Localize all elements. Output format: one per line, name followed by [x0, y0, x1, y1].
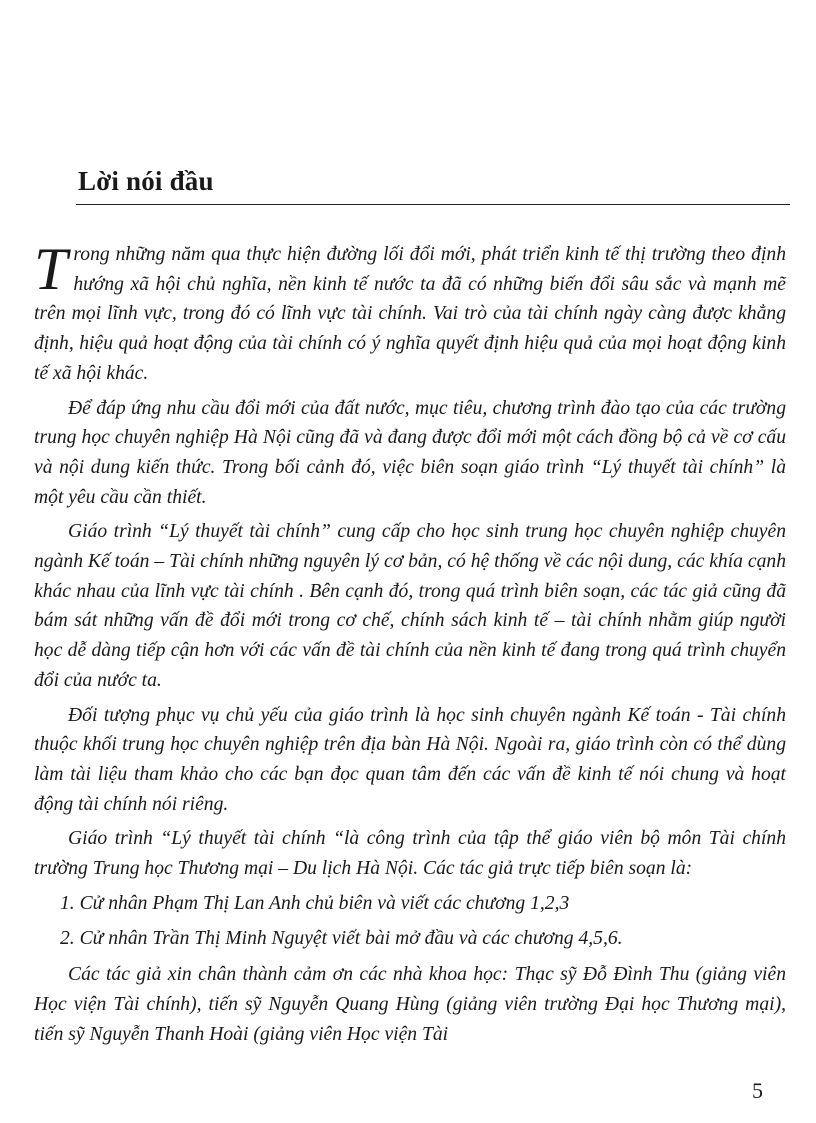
- paragraph-6: Các tác giả xin chân thành cảm ơn các nhà khoa học: Thạc sỹ Đỗ Đình Thu (giảng viên Học viện Tài chính), tiến sỹ Nguyễn Quang Hùng (giảng viên trường Đại học Thương mại), tiến sỹ Nguyễn Thanh Hoài (giảng viên Học viện Tài: [34, 964, 786, 1045]
- paragraph-2: Để đáp ứng nhu cầu đổi mới của đất nước, mục tiêu, chương trình đào tạo của các trường trung học chuyên nghiệp Hà Nội cũng đã và đang được đổi mới một cách đồng bộ cả về cơ cấu và nội dung kiến thức. Trong bối cảnh đó, việc biên soạn giáo trình “Lý thuyết tài chính” là một yêu cầu cần thiết.: [34, 397, 786, 508]
- heading-rule: [76, 204, 790, 205]
- page-heading: Lời nói đầu: [78, 166, 214, 196]
- preface-body: [34, 236, 786, 1054]
- paragraph-4: Đối tượng phục vụ chủ yếu của giáo trình là học sinh chuyên ngành Kế toán - Tài chính thuộc khối trung học chuyên nghiệp trên địa bàn Hà Nội. Ngoài ra, giáo trình còn có thể dùng làm tài liệu tham khảo cho các bạn đọc quan tâm đến các vấn đề kinh tế nói chung và hoạt động tài chính nói riêng.: [34, 704, 786, 815]
- drop-cap: T: [34, 236, 68, 302]
- paragraph-1-text: rong những năm qua thực hiện đường lối đổi mới, phát triển kinh tế thị trường theo định hướng xã hội chủ nghĩa, nền kinh tế nước ta đã có những biến đổi sâu sắc và mạnh mẽ trên mọi lĩnh vực, trong đó có lĩnh vực tài chính. Vai trò của tài chính ngày càng được khẳng định, hiệu quả hoạt động của tài chính có ý nghĩa quyết định hiệu quả của mọi hoạt động kinh tế xã hội khác.: [34, 244, 786, 384]
- paragraph-1: [34, 236, 786, 389]
- paragraph-5: Giáo trình “Lý thuyết tài chính “là công trình của tập thể giáo viên bộ môn Tài chính trường Trung học Thương mại – Du lịch Hà Nội. Các tác giả trực tiếp biên soạn là:: [34, 828, 786, 880]
- author-item-1: 1. Cử nhân Phạm Thị Lan Anh chủ biên và viết các chương 1,2,3: [60, 892, 570, 914]
- paragraph-3: Giáo trình “Lý thuyết tài chính” cung cấp cho học sinh trung học chuyên nghiệp chuyên ngành Kế toán – Tài chính những nguyên lý cơ bản, có hệ thống về các nội dung, các khía cạnh khác nhau của lĩnh vực tài chính . Bên cạnh đó, trong quá trình biên soạn, các tác giả cũng đã bám sát những vấn đề đổi mới trong cơ chế, chính sách kinh tế – tài chính nhằm giúp người học dễ dàng tiếp cận hơn với các vấn đề tài chính của nền kinh tế đang trong quá trình chuyển đổi của nước ta.: [34, 521, 786, 691]
- author-item-2: 2. Cử nhân Trần Thị Minh Nguyệt viết bài mở đầu và các chương 4,5,6.: [60, 928, 623, 950]
- page-number: 5: [752, 1078, 763, 1103]
